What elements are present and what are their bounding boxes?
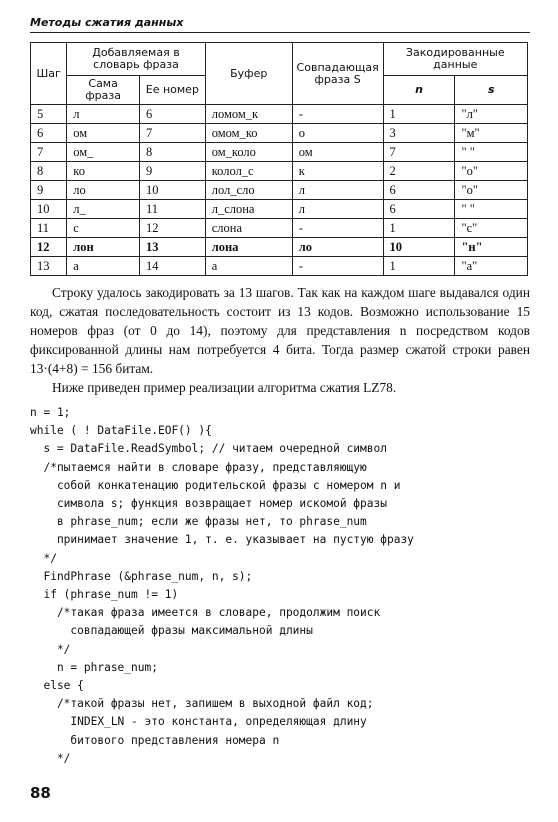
cell-phrase: л_ [67, 200, 140, 219]
cell-phrase: ло [67, 181, 140, 200]
cell-match: л [292, 200, 383, 219]
code-line: символа s; функция возвращает номер искомой фразы [30, 497, 387, 511]
table-row [31, 219, 528, 238]
cell-s: "л" [455, 105, 528, 124]
page-number: 88 [30, 784, 51, 802]
cell-buffer: л_слона [205, 200, 292, 219]
code-line: совпадающей фразы максимальной длины [30, 624, 313, 638]
cell-n: 6 [383, 181, 455, 200]
cell-buffer: а [205, 257, 292, 276]
table-row [31, 105, 528, 124]
code-line: */ [30, 642, 71, 656]
header-phrase-itself: Сама фраза [67, 76, 140, 105]
cell-phrase: а [67, 257, 140, 276]
cell-match: - [292, 257, 383, 276]
cell-match: ло [292, 238, 383, 257]
cell-number: 9 [139, 162, 205, 181]
cell-step: 8 [31, 162, 67, 181]
header-step: Шаг [31, 43, 67, 105]
body-paragraph-1: Строку удалось закодировать за 13 шагов. Так как на каждом шаге выдавался один код, сжатая последовательность состоит из 13 кодов. Возможно использование 15 номеров фраз (от 0 до 14), поэтому для представления n посредством кодов фиксированной длины нам потребуется 4 бита. Тогда размер сжатой строки равен 13·(4+8) = 156 битам. [30, 285, 530, 376]
cell-buffer: лона [205, 238, 292, 257]
cell-n: 10 [383, 238, 455, 257]
running-header: Методы сжатия данных [30, 16, 530, 33]
code-line: собой конкатенацию родительской фразы с номером n и [30, 478, 401, 492]
cell-match: о [292, 124, 383, 143]
cell-step: 5 [31, 105, 67, 124]
cell-buffer: колол_с [205, 162, 292, 181]
cell-buffer: ом_коло [205, 143, 292, 162]
code-line: INDEX_LN - это константа, определяющая длину [30, 715, 367, 729]
header-buffer: Буфер [205, 43, 292, 105]
cell-n: 3 [383, 124, 455, 143]
cell-s: "н" [455, 238, 528, 257]
code-line: в phrase_num; если же фразы нет, то phrase_num [30, 515, 367, 529]
table-row [31, 238, 528, 257]
code-line: if (phrase_num != 1) [30, 588, 179, 602]
cell-phrase: с [67, 219, 140, 238]
cell-match: к [292, 162, 383, 181]
table-row [31, 143, 528, 162]
cell-s: "о" [455, 181, 528, 200]
table-row [31, 124, 528, 143]
code-line: /*такая фраза имеется в словаре, продолжим поиск [30, 606, 381, 620]
table-row [31, 181, 528, 200]
header-n: n [383, 76, 455, 105]
cell-match: - [292, 105, 383, 124]
cell-step: 13 [31, 257, 67, 276]
cell-buffer: лол_сло [205, 181, 292, 200]
cell-step: 6 [31, 124, 67, 143]
cell-s: " " [455, 143, 528, 162]
code-line: /*пытаемся найти в словаре фразу, представляющую [30, 460, 367, 474]
code-line: */ [30, 751, 71, 765]
header-added-phrase: Добавляемая в словарь фраза [67, 43, 205, 76]
header-matching-phrase: Совпадающая фраза S [292, 43, 383, 105]
cell-buffer: омом_ко [205, 124, 292, 143]
cell-number: 7 [139, 124, 205, 143]
cell-n: 1 [383, 219, 455, 238]
cell-number: 6 [139, 105, 205, 124]
cell-n: 6 [383, 200, 455, 219]
cell-n: 1 [383, 257, 455, 276]
cell-s: "м" [455, 124, 528, 143]
cell-phrase: лон [67, 238, 140, 257]
code-line: n = phrase_num; [30, 660, 158, 674]
table-row [31, 162, 528, 181]
cell-number: 10 [139, 181, 205, 200]
cell-s: "о" [455, 162, 528, 181]
cell-s: "с" [455, 219, 528, 238]
cell-number: 8 [139, 143, 205, 162]
cell-step: 11 [31, 219, 67, 238]
cell-number: 11 [139, 200, 205, 219]
cell-step: 10 [31, 200, 67, 219]
cell-step: 9 [31, 181, 67, 200]
cell-buffer: ломом_к [205, 105, 292, 124]
cell-number: 13 [139, 238, 205, 257]
cell-phrase: ом_ [67, 143, 140, 162]
cell-number: 12 [139, 219, 205, 238]
code-line: s = DataFile.ReadSymbol; // читаем очередной символ [30, 442, 387, 456]
body-paragraph-2: Ниже приведен пример реализации алгоритма сжатия LZ78. [52, 380, 397, 395]
cell-buffer: слона [205, 219, 292, 238]
cell-number: 14 [139, 257, 205, 276]
cell-phrase: ом [67, 124, 140, 143]
cell-s: " " [455, 200, 528, 219]
code-line: else { [30, 679, 84, 693]
table-row [31, 200, 528, 219]
code-line: while ( ! DataFile.EOF() ){ [30, 424, 212, 438]
cell-match: - [292, 219, 383, 238]
code-line: /*такой фразы нет, запишем в выходной файл код; [30, 697, 374, 711]
code-listing [30, 404, 540, 768]
cell-s: "а" [455, 257, 528, 276]
cell-n: 1 [383, 105, 455, 124]
cell-step: 7 [31, 143, 67, 162]
cell-n: 7 [383, 143, 455, 162]
code-line: принимает значение 1, т. е. указывает на пустую фразу [30, 533, 414, 547]
code-line: FindPhrase (&phrase_num, n, s); [30, 569, 253, 583]
table-row [31, 257, 528, 276]
cell-phrase: л [67, 105, 140, 124]
cell-phrase: ко [67, 162, 140, 181]
lz78-steps-table [30, 42, 528, 276]
header-s: s [455, 76, 528, 105]
header-encoded-data: Закодированные данные [383, 43, 527, 76]
code-line: n = 1; [30, 406, 71, 419]
code-line: */ [30, 551, 57, 565]
cell-match: л [292, 181, 383, 200]
cell-step: 12 [31, 238, 67, 257]
header-phrase-number: Ее номер [139, 76, 205, 105]
cell-n: 2 [383, 162, 455, 181]
code-line: битового представления номера n [30, 733, 280, 747]
cell-match: ом [292, 143, 383, 162]
